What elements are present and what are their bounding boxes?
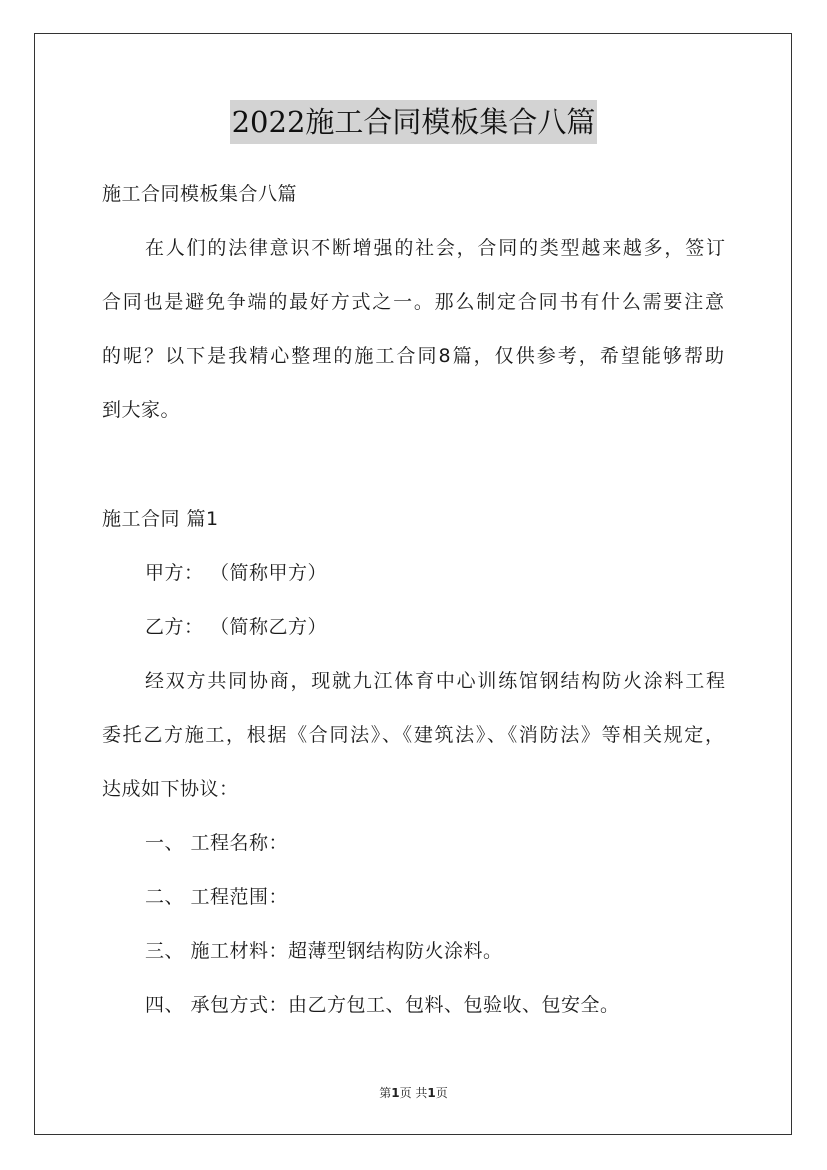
party-b-line: 乙方： （简称乙方） xyxy=(145,616,328,638)
footer-suffix: 页 xyxy=(435,1086,448,1100)
document-title: 2022施工合同模板集合八篇 xyxy=(230,100,598,144)
clause-item: 四、 承包方式：由乙方包工、包料、包验收、包安全。 xyxy=(145,994,620,1016)
clause-item: 二、 工程范围： xyxy=(145,886,289,908)
page-footer xyxy=(0,1084,827,1101)
title-container xyxy=(0,100,827,144)
footer-page-number: 1 xyxy=(391,1086,400,1100)
footer-prefix: 第 xyxy=(379,1086,392,1100)
section-heading: 施工合同 篇1 xyxy=(102,508,219,530)
intro-line-3: 的呢？以下是我精心整理的施工合同8篇，仅供参考，希望能够帮助 xyxy=(102,345,724,367)
intro-line-1: 在人们的法律意识不断增强的社会，合同的类型越来越多，签订 xyxy=(145,237,725,259)
intro-line-2: 合同也是避免争端的最好方式之一。那么制定合同书有什么需要注意 xyxy=(102,291,724,313)
document-subtitle: 施工合同模板集合八篇 xyxy=(102,183,298,205)
clause-item: 三、 施工材料：超薄型钢结构防火涂料。 xyxy=(145,940,503,962)
agreement-line-1: 经双方共同协商，现就九江体育中心训练馆钢结构防火涂料工程 xyxy=(145,670,725,692)
agreement-line-3: 达成如下协议： xyxy=(102,778,239,800)
intro-line-4: 到大家。 xyxy=(102,399,181,421)
footer-mid: 页 共 xyxy=(399,1086,428,1100)
party-a-line: 甲方： （简称甲方） xyxy=(145,562,328,584)
clause-item: 一、 工程名称： xyxy=(145,832,289,854)
footer-page-total: 1 xyxy=(427,1086,436,1100)
agreement-line-2: 委托乙方施工，根据《合同法》、《建筑法》、《消防法》等相关规定， xyxy=(102,724,724,746)
